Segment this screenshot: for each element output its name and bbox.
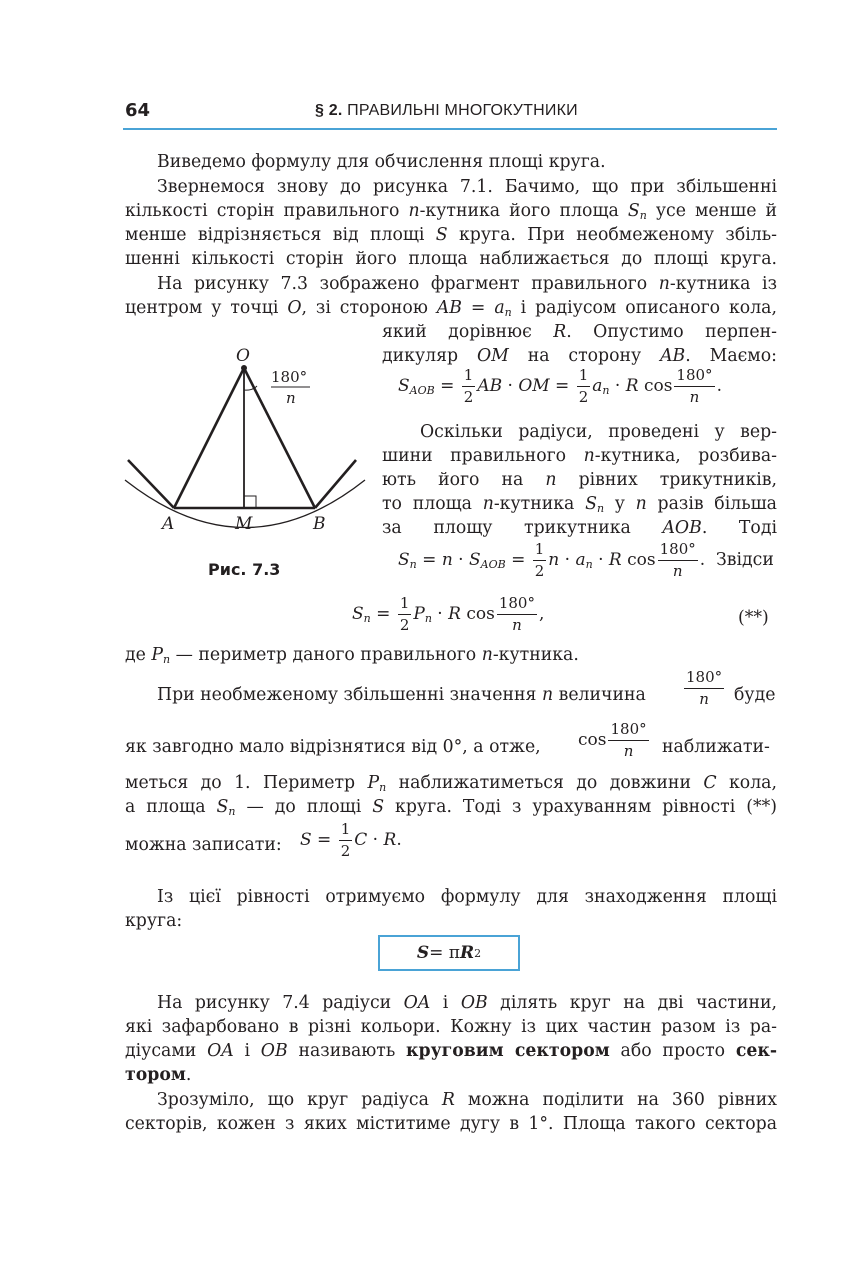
figure-7-3 (120, 340, 370, 550)
text-word: буде (734, 685, 776, 705)
text-line: Зрозуміло, що круг радіуса R можна поділити на 360 рівних (157, 1090, 777, 1110)
formula-s-aob: $S_{AOB}$ = $\frac{1}{2}$ AB · OM = $\frac{1}{2}$ $a_n \cdot R$ cos $\frac{180^\circ}{n}$ . (398, 366, 722, 406)
text-line: то площа n-кутника $S_n$ у n разів більша (382, 494, 777, 515)
text-line: При необмеженому збільшенні значення n величина (157, 685, 646, 705)
right-angle-mark (244, 496, 256, 508)
formula-sn-triangles: $S_n = n \cdot S_{AOB}$ = $\frac{1}{2}$ $n \cdot a_n \cdot R$ cos $\frac{180^\circ}{n}$ . Звідси (398, 540, 774, 580)
text-line: ють його на n рівних трикутників, (382, 470, 777, 490)
text-line: шини правильного n-кутника, розбива- (382, 446, 777, 466)
text-line: Звернемося знову до рисунка 7.1. Бачимо, що при збільшенні (157, 177, 777, 197)
text-line: дикуляр OM на сторону AB. Маємо: (382, 346, 777, 366)
text-line: На рисунку 7.3 зображено фрагмент правильного n-кутника із (157, 274, 777, 294)
polygon-side-left (128, 460, 174, 508)
text-line: діусами OA і OB називають круговим сектором або просто сек- (125, 1041, 777, 1061)
formula-s-half-cr: S = $\frac{1}{2}$ C · R. (300, 820, 402, 860)
formula-sn-perimeter: $S_n$ = $\frac{1}{2}$ $P_n \cdot R$ cos $\frac{180^\circ}{n}$ , (352, 594, 545, 634)
text-line: можна записати: (125, 835, 282, 855)
page-number: 64 (125, 100, 151, 121)
text-line: за площу трикутника AOB. Тоді (382, 518, 777, 538)
cos-fraction: cos $\frac{180^\circ}{n}$ (578, 720, 647, 760)
text-word: наближати- (662, 737, 770, 757)
text-line: які зафарбовано в різні кольори. Кожну із цих частин разом із ра- (125, 1017, 777, 1037)
radius-ob (244, 368, 315, 508)
text-line: круга: (125, 911, 183, 931)
text-line: центром у точці O, зі стороною AB = $a_n$ і радіусом описаного кола, (125, 298, 777, 319)
text-line: кількості сторін правильного n-кутника його площа $S_n$ усе менше й (125, 201, 777, 222)
text-line: менше відрізняється від площі S круга. При необмеженому збіль- (125, 225, 777, 245)
figure-caption: Рис. 7.3 (208, 560, 281, 579)
text-line: тором. (125, 1065, 192, 1085)
text-line: меться до 1. Периметр $P_n$ наближатиметься до довжини C кола, (125, 773, 777, 794)
equation-tag: (**) (738, 608, 769, 628)
text-line: Із цієї рівності отримуємо формулу для знаходження площі (157, 887, 777, 907)
text-line: а площа $S_n$ — до площі S круга. Тоді з урахуванням рівності (**) (125, 797, 778, 818)
angle-label-num: 180° (271, 368, 308, 386)
text-line: секторів, кожен з яких міститиме дугу в 1°. Площа такого сектора (125, 1114, 777, 1134)
label-o: O (236, 346, 250, 366)
label-b: B (313, 514, 326, 534)
circle-area-formula-box: S = π R 2 (378, 935, 520, 971)
text-line: Оскільки радіуси, проведені у вер- (420, 422, 777, 442)
section-title: ПРАВИЛЬНІ МНОГОКУТНИКИ (347, 102, 578, 119)
fraction-180-n: $\frac{180^\circ}{n}$ (686, 668, 723, 708)
radius-oa (174, 368, 244, 508)
text-line: який дорівнює R. Опустимо перпен- (382, 322, 777, 342)
text-line: де $P_n$ — периметр даного правильного n-кутника. (125, 645, 579, 666)
header-rule (123, 128, 777, 130)
text-line: шенні кількості сторін його площа наближається до площі круга. (125, 249, 777, 269)
angle-label-den: n (286, 389, 296, 407)
text-line: На рисунку 7.4 радіуси OA і OB ділять круг на дві частини, (157, 993, 777, 1013)
paragraph-1: Виведемо формулу для обчислення площі круга. (157, 152, 606, 172)
label-m: M (235, 514, 253, 534)
running-head (315, 102, 578, 120)
section-mark: § 2. (315, 102, 343, 119)
label-a: A (162, 514, 175, 534)
text-line: як завгодно мало відрізнятися від 0°, а отже, (125, 737, 541, 757)
